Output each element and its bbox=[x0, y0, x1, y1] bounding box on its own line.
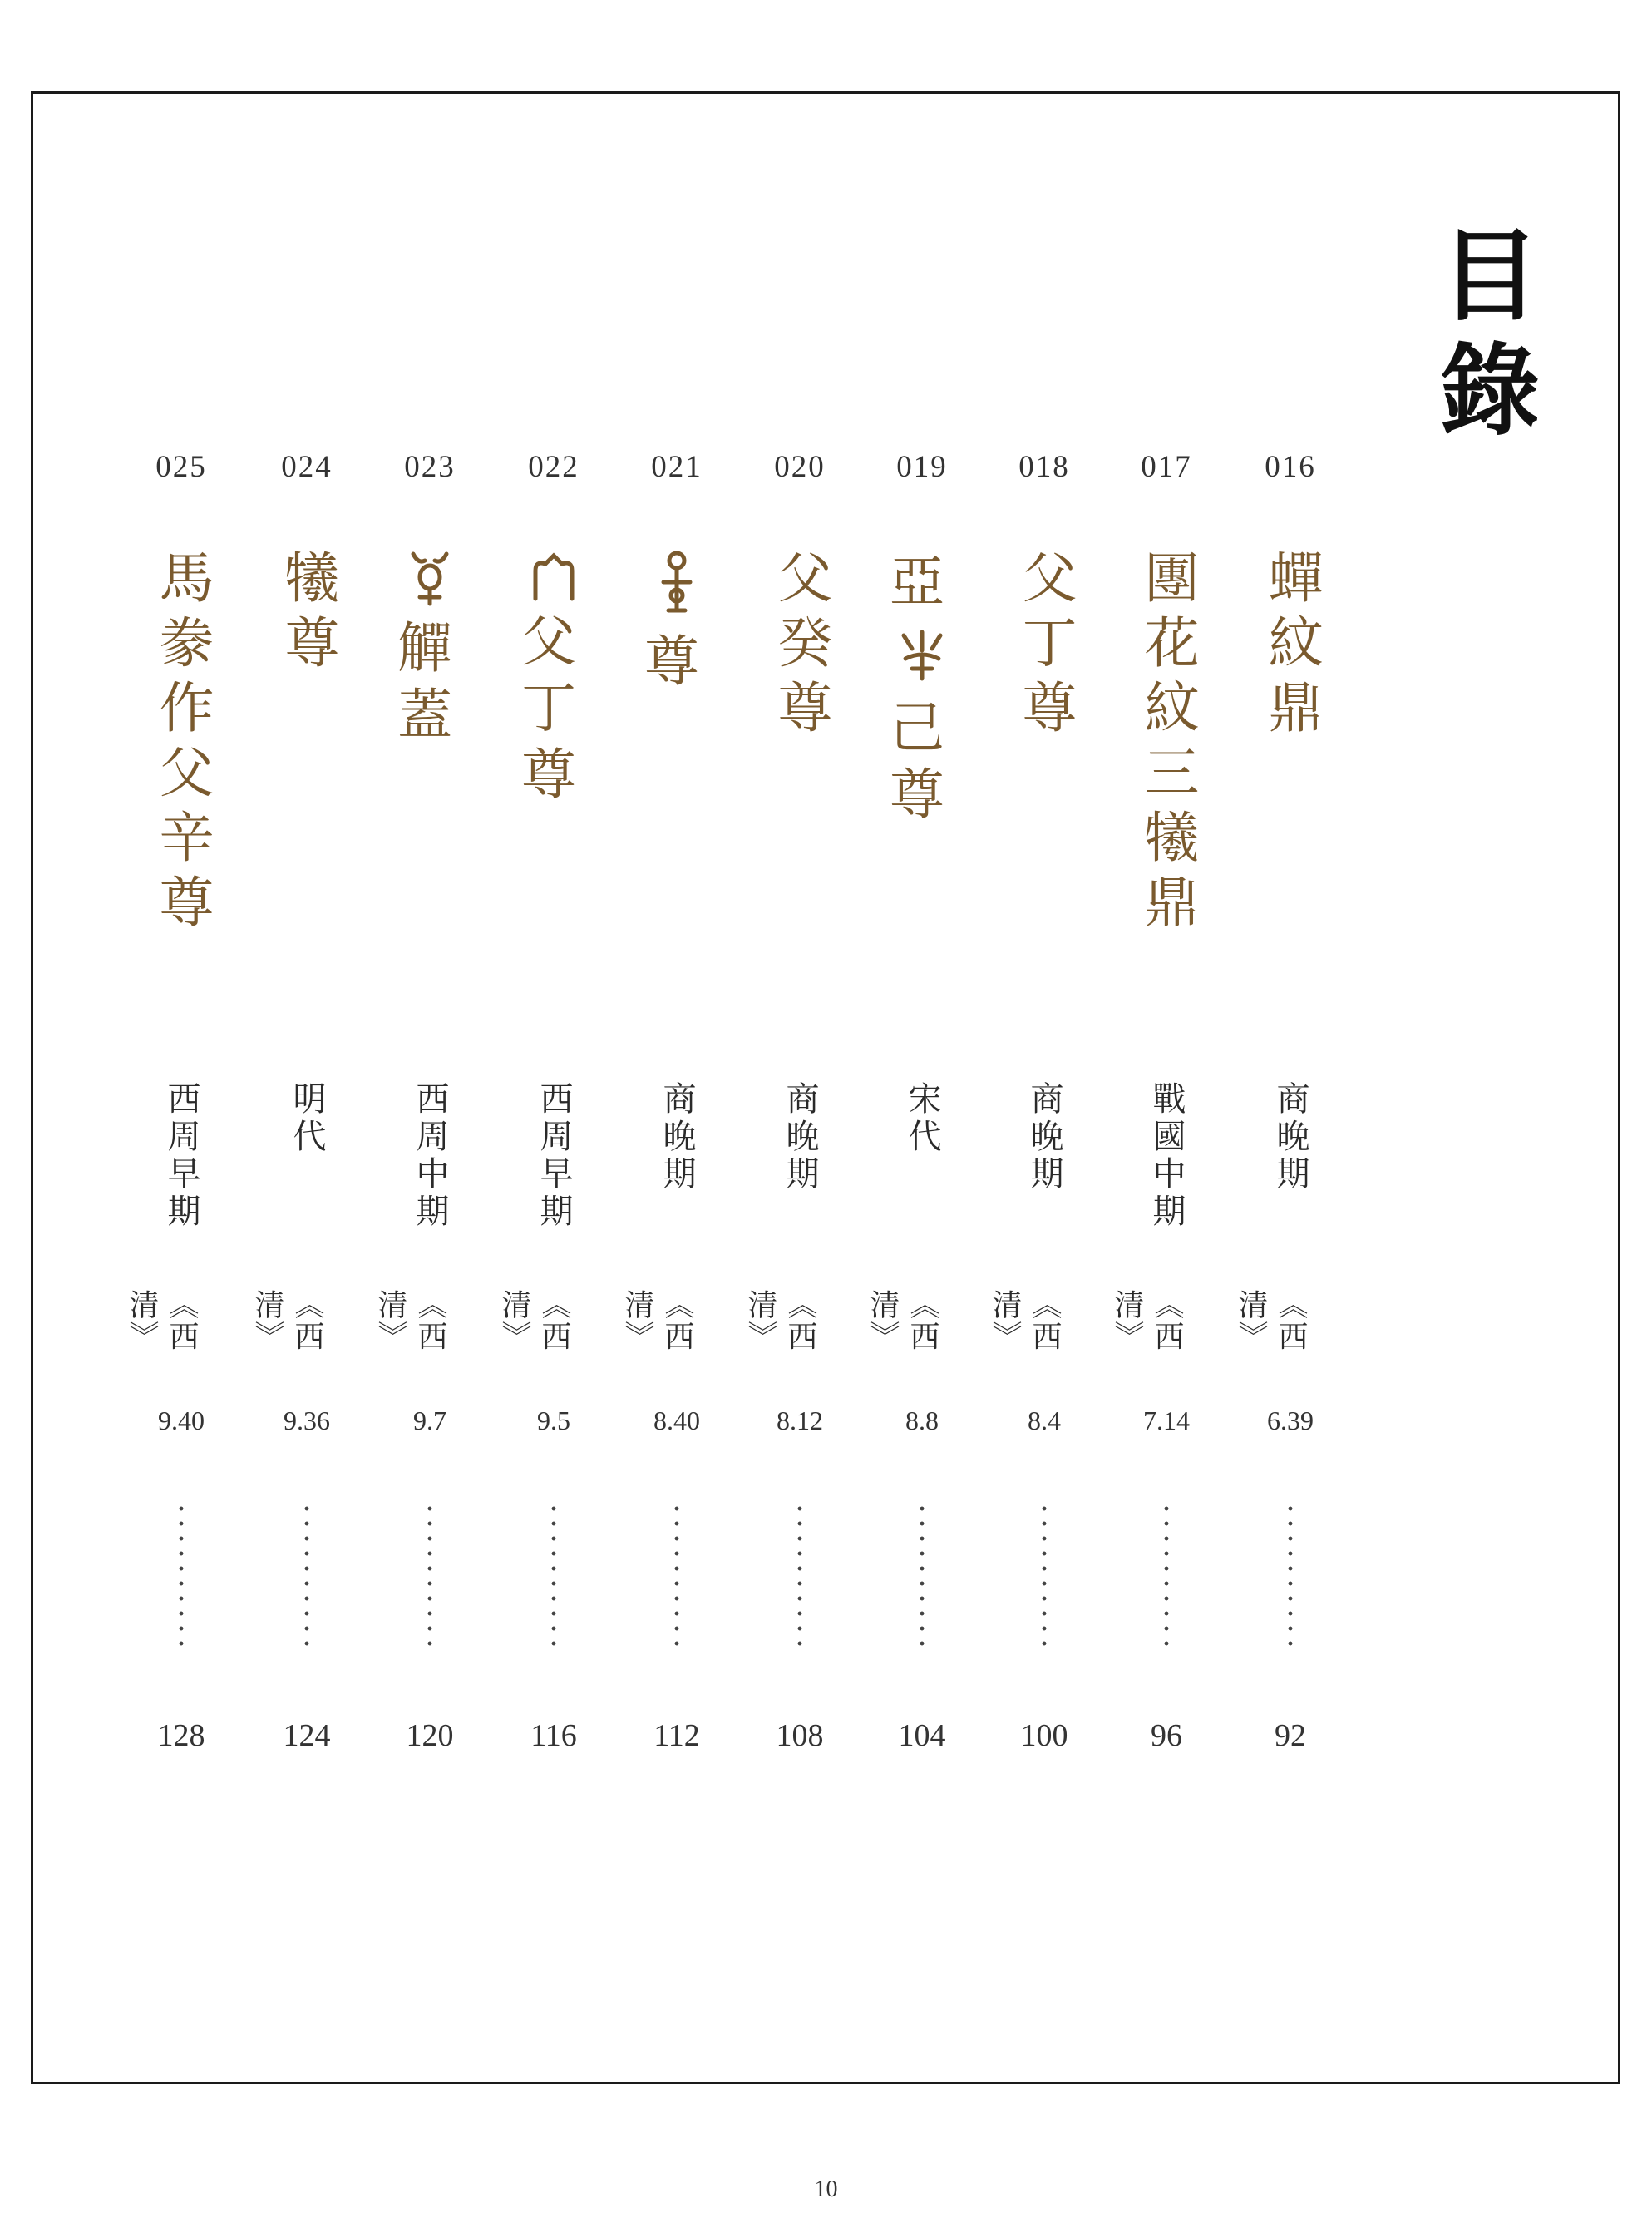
entry-page-number: 108 bbox=[776, 1718, 824, 1753]
entry-reference: 9.36 bbox=[284, 1405, 330, 1435]
entry-source: 《西清》 bbox=[250, 1289, 324, 1352]
entry-page-number: 116 bbox=[530, 1718, 577, 1753]
entry-title: 犧尊 bbox=[275, 549, 339, 679]
toc-entry-023[interactable] bbox=[373, 449, 476, 1763]
entry-title: 馬豢作父辛尊 bbox=[150, 549, 214, 938]
entry-number: 022 bbox=[528, 450, 579, 484]
entry-number: 020 bbox=[774, 450, 826, 484]
entry-period: 商晚期 bbox=[1025, 1081, 1063, 1193]
leader-dots bbox=[1164, 1501, 1169, 1651]
entry-reference: 8.8 bbox=[905, 1405, 939, 1435]
entry-reference: 7.14 bbox=[1143, 1405, 1190, 1435]
leader-dots bbox=[674, 1501, 679, 1651]
entry-source: 《西清》 bbox=[373, 1289, 447, 1352]
toc-entry-021[interactable] bbox=[620, 449, 722, 1763]
leader-dots bbox=[1042, 1501, 1047, 1651]
entry-reference: 8.4 bbox=[1028, 1405, 1061, 1435]
entry-title: 父 丁 尊 bbox=[520, 549, 587, 981]
toc-entry-019[interactable] bbox=[865, 449, 968, 1763]
entry-source: 《西清》 bbox=[988, 1289, 1062, 1352]
toc-entry-025[interactable] bbox=[125, 449, 227, 1763]
entry-period: 明代 bbox=[288, 1081, 326, 1156]
entry-number: 023 bbox=[404, 450, 456, 484]
bronze-inscription-glyph-icon bbox=[530, 552, 577, 602]
entry-reference: 9.7 bbox=[413, 1405, 446, 1435]
leader-dots bbox=[179, 1501, 184, 1651]
entry-title: 尊 bbox=[644, 549, 710, 981]
entry-page-number: 104 bbox=[898, 1718, 946, 1753]
entry-title: 蟬紋鼎 bbox=[1259, 549, 1323, 743]
toc-heading: 目錄 bbox=[1423, 223, 1541, 452]
entry-source: 《西清》 bbox=[1110, 1289, 1184, 1352]
entry-source: 《西清》 bbox=[620, 1289, 694, 1352]
entry-number: 017 bbox=[1141, 450, 1192, 484]
toc-entry-020[interactable] bbox=[743, 449, 846, 1763]
leader-dots bbox=[427, 1501, 432, 1651]
entry-title: 觶 蓋 bbox=[397, 549, 463, 981]
entry-reference: 8.12 bbox=[777, 1405, 823, 1435]
folio-page-number: 10 bbox=[814, 2176, 838, 2202]
entry-page-number: 120 bbox=[406, 1718, 454, 1753]
leader-dots bbox=[797, 1501, 802, 1651]
toc-entry-018[interactable] bbox=[988, 449, 1090, 1763]
toc-entry-016[interactable] bbox=[1234, 449, 1336, 1763]
entry-source: 《西清》 bbox=[743, 1289, 817, 1352]
entry-source: 《西清》 bbox=[125, 1289, 199, 1352]
bronze-inscription-glyph-icon bbox=[657, 549, 697, 615]
entry-number: 018 bbox=[1018, 450, 1070, 484]
entry-reference: 6.39 bbox=[1267, 1405, 1314, 1435]
entry-period: 戰國中期 bbox=[1147, 1081, 1186, 1231]
entry-source: 《西清》 bbox=[1234, 1289, 1308, 1352]
entry-period: 宋代 bbox=[903, 1081, 941, 1156]
entry-page-number: 96 bbox=[1151, 1718, 1182, 1753]
entry-page-number: 128 bbox=[157, 1718, 205, 1753]
entry-reference: 9.5 bbox=[537, 1405, 570, 1435]
entry-page-number: 100 bbox=[1020, 1718, 1068, 1753]
bronze-inscription-glyph-icon bbox=[897, 629, 947, 682]
entry-title: 亞 己 尊 bbox=[890, 550, 954, 827]
entry-number: 025 bbox=[155, 450, 207, 484]
toc-entry-024[interactable] bbox=[250, 449, 353, 1763]
entry-title: 父丁尊 bbox=[1013, 549, 1077, 743]
leader-dots bbox=[551, 1501, 556, 1651]
entry-title: 父癸尊 bbox=[768, 549, 832, 743]
bronze-inscription-glyph-icon bbox=[407, 549, 453, 607]
entry-page-number: 124 bbox=[283, 1718, 331, 1753]
entry-number: 016 bbox=[1265, 450, 1316, 484]
entry-period: 西周早期 bbox=[162, 1081, 200, 1231]
entry-title: 團花紋三犧鼎 bbox=[1135, 549, 1199, 938]
entry-number: 019 bbox=[896, 450, 948, 484]
entry-period: 商晚期 bbox=[658, 1081, 696, 1193]
entry-period: 西周早期 bbox=[535, 1081, 573, 1231]
leader-dots bbox=[304, 1501, 309, 1651]
entry-period: 商晚期 bbox=[781, 1081, 819, 1193]
leader-dots bbox=[1288, 1501, 1293, 1651]
entry-period: 西周中期 bbox=[411, 1081, 449, 1231]
entry-page-number: 92 bbox=[1275, 1718, 1306, 1753]
entry-number: 021 bbox=[651, 450, 703, 484]
toc-entry-022[interactable] bbox=[497, 449, 599, 1763]
leader-dots bbox=[920, 1501, 925, 1651]
entry-reference: 9.40 bbox=[158, 1405, 205, 1435]
entry-source: 《西清》 bbox=[497, 1289, 571, 1352]
entry-period: 商晚期 bbox=[1271, 1081, 1309, 1193]
entry-number: 024 bbox=[281, 450, 333, 484]
entry-page-number: 112 bbox=[653, 1718, 700, 1753]
entry-reference: 8.40 bbox=[653, 1405, 700, 1435]
entry-source: 《西清》 bbox=[865, 1289, 939, 1352]
toc-entry-017[interactable] bbox=[1110, 449, 1212, 1763]
